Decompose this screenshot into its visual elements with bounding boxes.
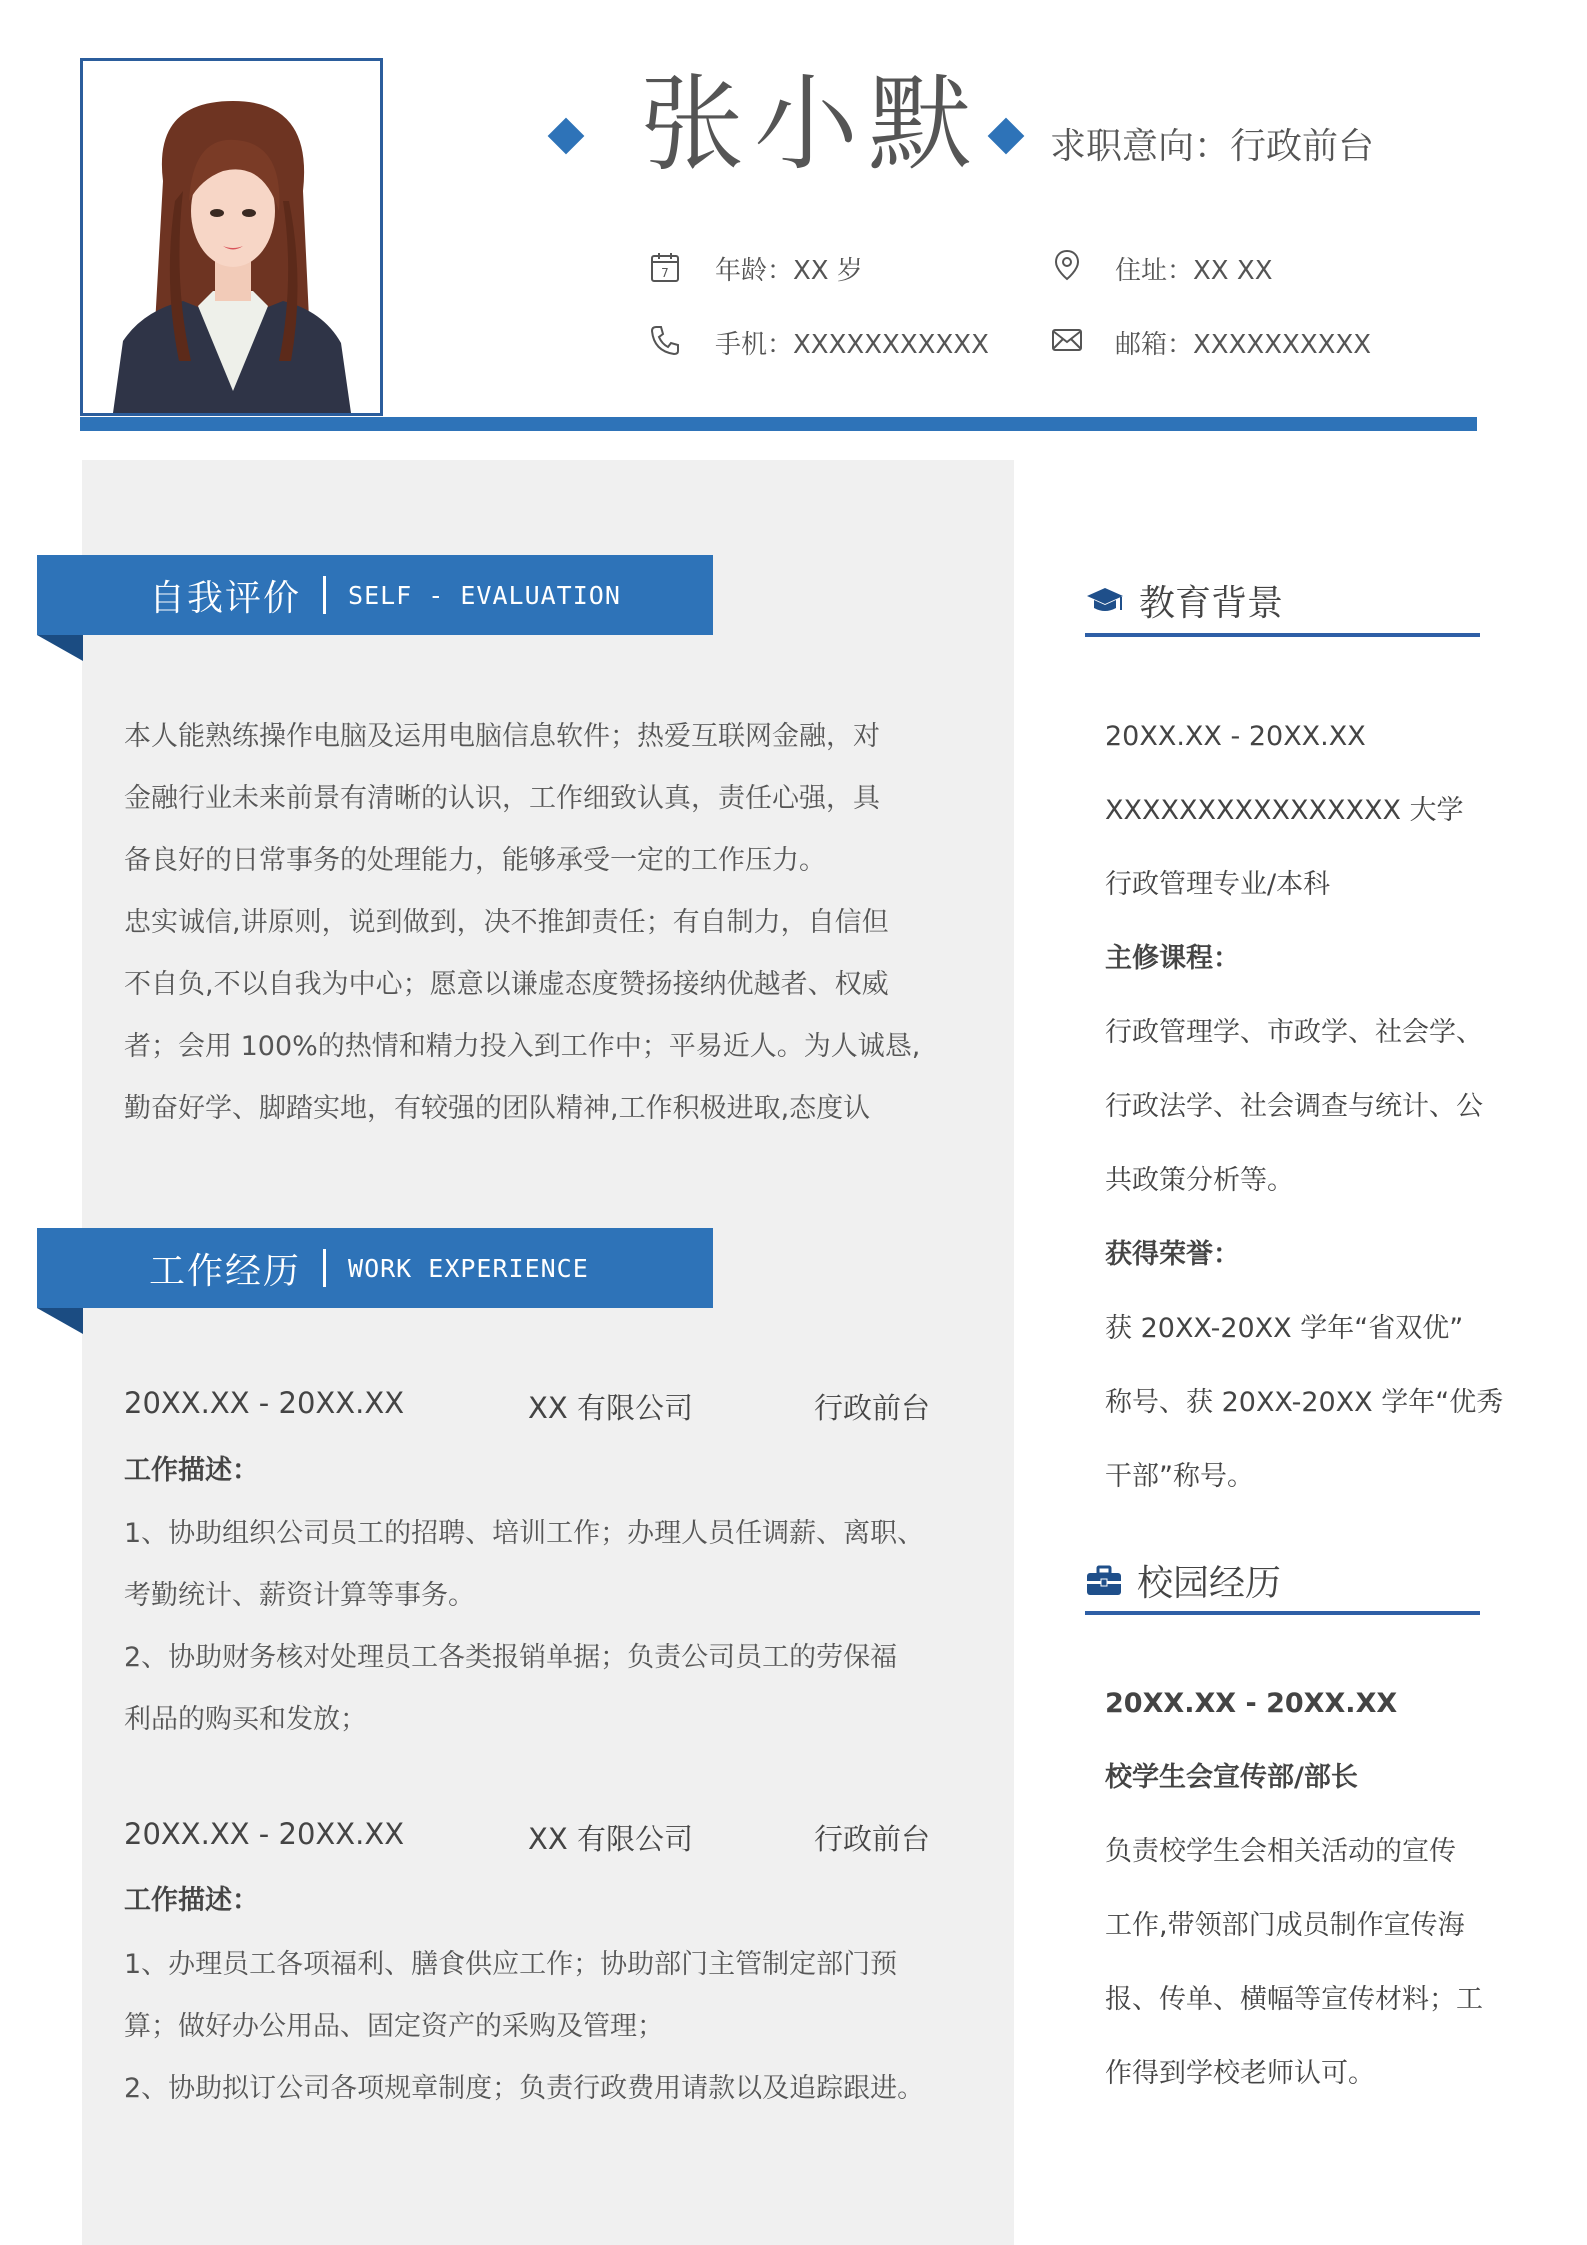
section-title: 教育背景: [1139, 583, 1284, 624]
campus-line: 作得到学校老师认可。: [1105, 2058, 1375, 2089]
campus-period: 20XX.XX - 20XX.XX: [1105, 1688, 1398, 1719]
text-line: 算；做好办公用品、固定资产的采购及管理；: [124, 2011, 664, 2042]
phone-text: 手机：XXXXXXXXXXX: [715, 330, 989, 360]
text-line: 1、协助组织公司员工的招聘、培训工作；办理人员任调薪、离职、: [124, 1518, 925, 1549]
job-header: [124, 1386, 984, 1426]
job-desc-label: 工作描述：: [124, 1455, 259, 1486]
education-content: [1105, 700, 1515, 1514]
education-header: [1085, 575, 1283, 626]
edu-major: 行政管理专业/本科: [1105, 869, 1331, 900]
profile-photo: [80, 58, 383, 416]
text-line: 考勤统计、薪资计算等事务。: [124, 1580, 475, 1611]
text-line: 2、协助拟订公司各项规章制度；负责行政费用请款以及追踪跟进。: [124, 2073, 925, 2104]
name-diamond-right: [988, 118, 1025, 155]
campus-content: [1105, 1667, 1515, 2111]
honor-line: 干部”称号。: [1105, 1461, 1254, 1492]
ribbon-separator: [323, 1249, 326, 1287]
campus-role: 校学生会宣传部/部长: [1105, 1762, 1358, 1793]
ribbon-separator: [323, 576, 326, 614]
briefcase-icon: [1085, 1564, 1123, 1598]
text-line: 勤奋好学、脚踏实地，有较强的团队精神,工作积极进取,态度认: [124, 1093, 871, 1124]
campus-header: [1085, 1555, 1281, 1606]
course-line: 行政管理学、市政学、社会学、: [1105, 1017, 1483, 1048]
self-evaluation-header: [37, 555, 713, 635]
candidate-name: 张小默: [640, 63, 983, 185]
text-line: 金融行业未来前景有清晰的认识，工作细致认真，责任心强，具: [124, 783, 880, 814]
job-description: [124, 1934, 964, 2120]
text-line: 利品的购买和发放；: [124, 1704, 367, 1735]
address-text: 住址：XX XX: [1115, 256, 1273, 286]
job-intent: 求职意向：行政前台: [1050, 126, 1375, 167]
phone-icon: [648, 323, 682, 357]
ribbon-fold: [37, 635, 83, 661]
job-desc-label: 工作描述：: [124, 1885, 259, 1916]
email-text: 邮箱：XXXXXXXXXX: [1115, 330, 1372, 360]
courses-label: 主修课程：: [1105, 943, 1240, 974]
course-line: 行政法学、社会调查与统计、公: [1105, 1091, 1483, 1122]
campus-line: 工作,带领部门成员制作宣传海: [1105, 1910, 1465, 1941]
honor-line: 获 20XX-20XX 学年“省双优”: [1105, 1313, 1464, 1344]
section-title: 自我评价: [149, 577, 302, 619]
text-line: 者；会用 100%的热情和精力投入到工作中；平易近人。为人诚恳,: [124, 1031, 921, 1062]
mail-icon: [1050, 323, 1084, 357]
self-evaluation-text: [124, 706, 964, 1140]
text-line: 2、协助财务核对处理员工各类报销单据；负责公司员工的劳保福: [124, 1642, 898, 1673]
text-line: 忠实诚信,讲原则，说到做到，决不推卸责任；有自制力，自信但: [124, 907, 889, 938]
work-experience-header: [37, 1228, 713, 1308]
age-text: 年龄：XX 岁: [715, 256, 863, 286]
section-subtitle: SELF - EVALUATION: [348, 580, 621, 610]
job-position: 行政前台: [814, 1391, 931, 1425]
section-subtitle: WORK EXPERIENCE: [348, 1253, 589, 1283]
honors-label: 获得荣誉：: [1105, 1239, 1240, 1270]
location-icon: [1050, 248, 1084, 282]
calendar-icon: [648, 250, 682, 284]
text-line: 1、办理员工各项福利、膳食供应工作；协助部门主管制定部门预: [124, 1949, 898, 1980]
job-position: 行政前台: [814, 1822, 931, 1856]
text-line: 备良好的日常事务的处理能力，能够承受一定的工作压力。: [124, 845, 826, 876]
campus-underline: [1085, 1611, 1480, 1615]
graduation-cap-icon: [1085, 584, 1125, 618]
campus-line: 负责校学生会相关活动的宣传: [1105, 1836, 1456, 1867]
education-underline: [1085, 633, 1480, 637]
course-line: 共政策分析等。: [1105, 1165, 1294, 1196]
job-period: 20XX.XX - 20XX.XX: [124, 1817, 405, 1851]
svg-text:7: 7: [661, 266, 669, 280]
job-header: [124, 1817, 984, 1857]
campus-line: 报、传单、横幅等宣传材料；工: [1105, 1984, 1483, 2015]
edu-school: XXXXXXXXXXXXXXXX 大学: [1105, 795, 1464, 826]
job-description: [124, 1503, 964, 1751]
job-period: 20XX.XX - 20XX.XX: [124, 1386, 405, 1420]
name-diamond-left: [548, 118, 585, 155]
text-line: 不自负,不以自我为中心；愿意以谦虚态度赞扬接纳优越者、权威: [124, 969, 889, 1000]
job-company: XX 有限公司: [528, 1822, 693, 1856]
honor-line: 称号、获 20XX-20XX 学年“优秀: [1105, 1387, 1504, 1418]
section-title: 工作经历: [149, 1250, 302, 1292]
avatar-illustration: [83, 61, 380, 413]
job-company: XX 有限公司: [528, 1391, 693, 1425]
ribbon-fold: [37, 1308, 83, 1334]
header-divider: [80, 417, 1477, 431]
section-title: 校园经历: [1137, 1563, 1282, 1604]
text-line: 本人能熟练操作电脑及运用电脑信息软件；热爱互联网金融，对: [124, 721, 880, 752]
edu-period: 20XX.XX - 20XX.XX: [1105, 721, 1366, 752]
